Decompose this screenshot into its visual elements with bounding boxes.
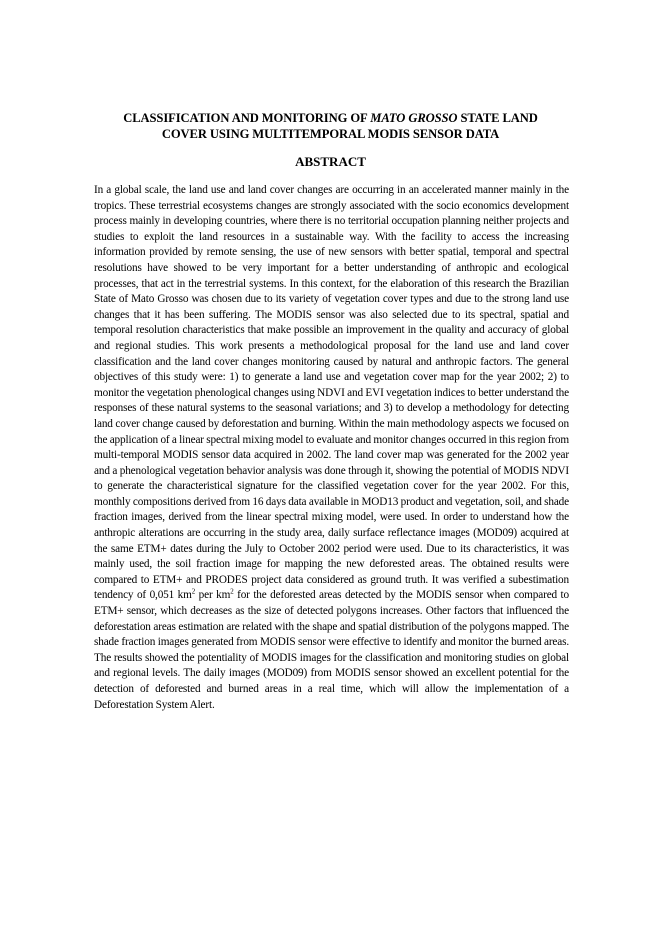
superscript-2-b: 2 bbox=[230, 587, 234, 596]
superscript-2-a: 2 bbox=[191, 587, 196, 596]
title-line-2: COVER USING MULTITEMPORAL MODIS SENSOR DATA bbox=[161, 127, 500, 141]
title-line-1-suffix: STATE LAND bbox=[457, 111, 538, 125]
abstract-text-part-3: for the deforested areas detected by the MODIS sensor when compared to ETM+ sensor, which decreases as the size of detected polygons increases. Other factors that influenced the deforestation areas estimation are related with the shape and spatial distribution of the polygons mapped. The shade fraction images generated from MODIS sensor were effective to identify and monitor the burned areas. The results showed the potentiality of MODIS images for the classification and monitoring studies on global and regional levels. The daily images (MOD09) from MODIS sensor showed an excellent potential for the detection of deforested and burned areas in a real time, which will allow the implementation of a Deforestation System Alert. bbox=[94, 589, 570, 711]
abstract-body bbox=[94, 183, 569, 713]
title-line-1-prefix: CLASSIFICATION AND MONITORING OF bbox=[123, 111, 371, 125]
paper-title bbox=[60, 110, 601, 142]
title-italic-mato-grosso: MATO GROSSO bbox=[370, 111, 458, 125]
abstract-text-part-1: In a global scale, the land use and land cover changes are occurring in an accelerated manner mainly in the tropics. These terrestrial ecosystems changes are strongly associated with the socio economics development process mainly in developing countries, where there is no territorial occupation planning neither projects and studies to exploit the land resources in a sustainable way. With the facility to access the increasing information provided by remote sensing, the use of new sensors with better spatial, temporal and spectral resolutions have showed to be very important for a better understanding of anthropic and ecological processes, that act in the terrestrial systems. In this context, for the elaboration of this research the Brazilian State of Mato Grosso was chosen due to its variety of vegetation cover types and due to the strong land use changes that it has been suffering. The MODIS sensor was also selected due to its spectral, spatial and temporal resolution characteristics that make possible an improvement in the quality and accuracy of global and regional studies. This work presents a methodological proposal for the land use and land cover classification and the land cover changes monitoring caused by natural and anthropic factors. The general objectives of this study were: 1) to generate a land use and vegetation cover map for the year 2002; 2) to monitor the vegetation phenological changes using NDVI and EVI vegetation indices to better understand the responses of these natural systems to the seasonal variations; and 3) to develop a methodology for detecting land cover change caused by deforestation and burning. Within the main methodology aspects we focused on the application of a linear spectral mixing model to evaluate and monitor changes occurred in this region from multi-temporal MODIS sensor data acquired in 2002. The land cover map was generated for the 2002 year and a phenological vegetation behavior analysis was done through it, showing the potential of MODIS NDVI to generate the characteristical signature for the classified vegetation cover for the year 2002. For this, monthly compositions derived from 16 days data available in MOD13 product and vegetation, soil, and shade fraction images, derived from the linear spectral mixing model, were used. In order to understand how the anthropic alterations are occurring in the study area, daily surface reflectance images (MOD09) acquired at the same ETM+ dates during the July to October 2002 period were used. Due to its characteristics, it was mainly used, the soil fraction image for mapping the new deforested areas. The obtained results were compared to ETM+ and PRODES project data considered as ground truth. It was verified a subestimation tendency of 0,051 km bbox=[94, 184, 569, 602]
abstract-heading: ABSTRACT bbox=[295, 154, 366, 169]
abstract-text-part-2: per km bbox=[195, 589, 231, 602]
title-line-1 bbox=[60, 110, 601, 126]
